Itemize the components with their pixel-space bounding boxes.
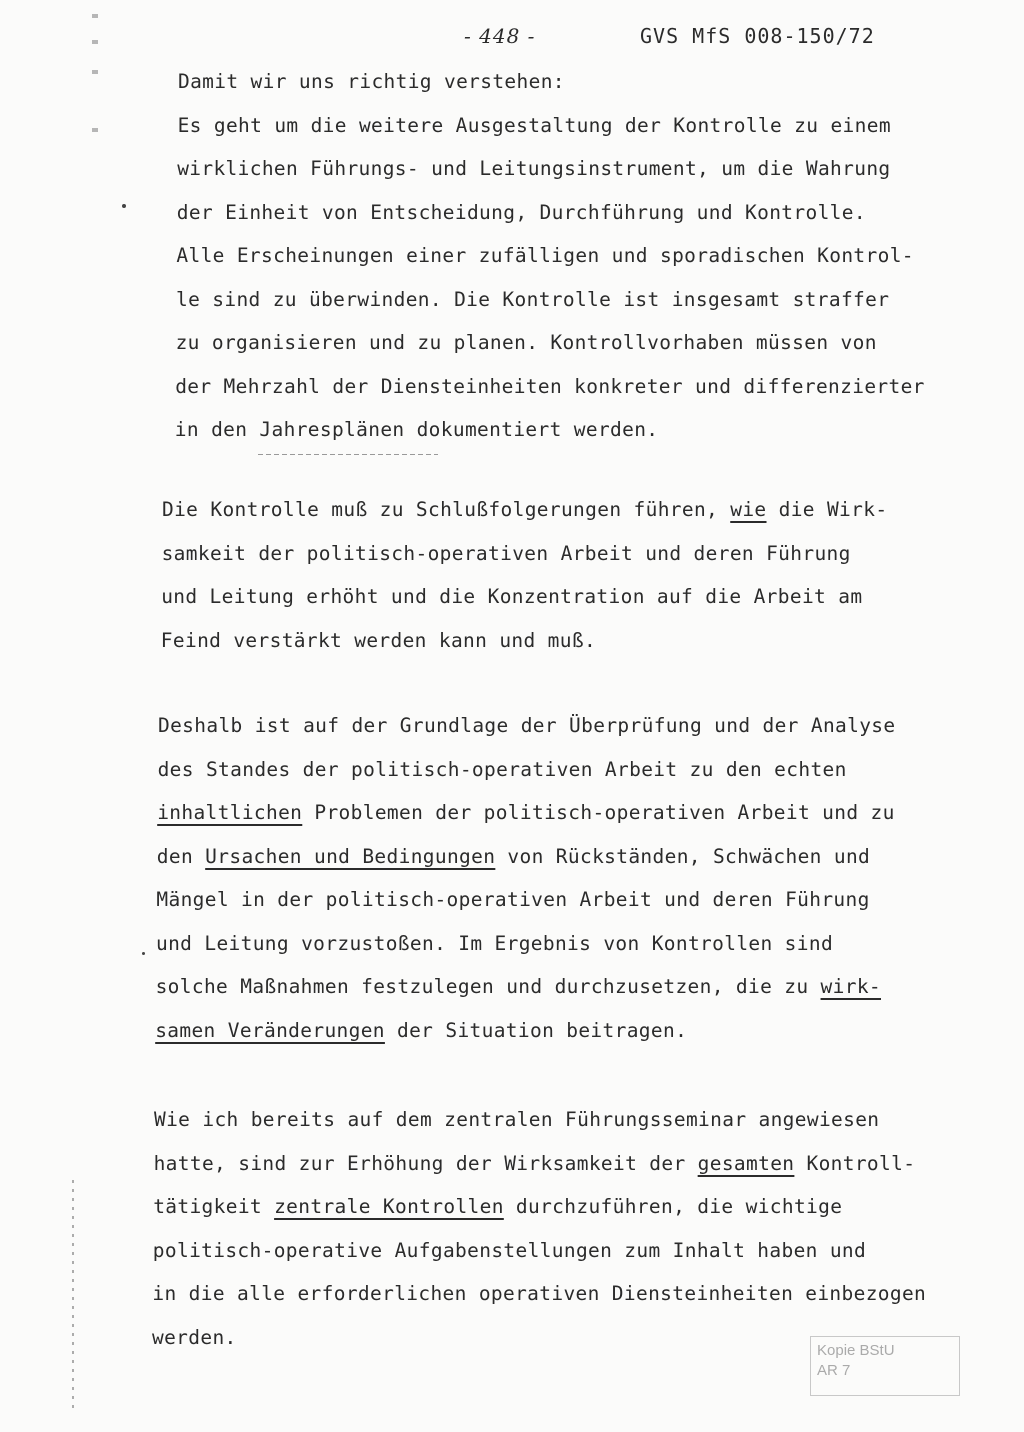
text-line <box>156 973 881 1001</box>
text-line: Alle Erscheinungen einer zufälligen und sporadischen Kontrol- <box>176 244 914 267</box>
text-line: Es geht um die weitere Ausgestaltung der Kontrolle zu einem <box>177 113 891 137</box>
text-line: zu organisieren und zu planen. Kontrollvorhaben müssen von <box>175 331 877 354</box>
text-span: den <box>156 844 206 868</box>
text-span: Kontroll- <box>794 1151 916 1175</box>
text-span: Problemen der politisch-operativen Arbeit und zu <box>302 801 895 824</box>
text-line <box>153 1193 842 1221</box>
text-line: und Leitung erhöht und die Konzentration auf die Arbeit am <box>161 585 863 608</box>
ink-speck <box>142 952 145 955</box>
text-line: wirklichen Führungs- und Leitungsinstrument, um die Wahrung <box>177 157 891 180</box>
underlined-phrase: zentrale Kontrollen <box>274 1195 504 1218</box>
underlined-phrase: Ursachen und Bedingungen <box>205 844 496 868</box>
margin-mark <box>92 128 98 132</box>
text-span: von Rückständen, Schwächen und <box>495 844 871 868</box>
text-line: der Mehrzahl der Diensteinheiten konkreter und differenzierter <box>175 374 925 398</box>
text-line: in die alle erforderlichen operativen Diensteinheiten einbezogen <box>152 1282 927 1305</box>
underlined-phrase: wie <box>730 498 767 521</box>
text-span: durchzuführen, die wichtige <box>503 1195 843 1218</box>
text-line: Wie ich bereits auf dem zentralen Führungsseminar angewiesen <box>154 1108 880 1131</box>
margin-perforation <box>72 1180 74 1410</box>
text-span: der Situation beitragen. <box>384 1018 688 1042</box>
text-line: der Einheit von Entscheidung, Durchführung und Kontrolle. <box>176 200 866 224</box>
margin-mark <box>92 70 98 74</box>
archive-stamp <box>810 1336 960 1396</box>
text-line: und Leitung vorzustoßen. Im Ergebnis von Kontrollen sind <box>156 931 834 955</box>
text-line: samkeit der politisch-operativen Arbeit und deren Führung <box>161 541 851 565</box>
page-header <box>460 18 930 54</box>
text-span: Die Kontrolle muß zu Schlußfolgerungen führen, <box>162 498 731 521</box>
text-line: Deshalb ist auf der Grundlage der Überprüfung und der Analyse <box>158 714 896 737</box>
underlined-phrase: inhaltlichen <box>157 801 303 824</box>
ink-speck <box>122 204 126 208</box>
text-line: le sind zu überwinden. Die Kontrolle ist insgesamt straffer <box>176 287 890 311</box>
underlined-phrase: gesamten <box>697 1151 795 1175</box>
text-line: in den Jahresplänen dokumentiert werden. <box>174 418 659 441</box>
text-span: hatte, sind zur Erhöhung der Wirksamkeit der <box>153 1151 698 1175</box>
text-line: politisch-operative Aufgabenstellungen zum Inhalt haben und <box>152 1238 867 1262</box>
document-reference: GVS MfS 008-150/72 <box>640 24 875 48</box>
stamp-line: Kopie BStU <box>817 1342 895 1359</box>
margin-mark <box>92 40 98 44</box>
margin-mark <box>92 14 98 18</box>
text-line: Damit wir uns richtig verstehen: <box>178 70 565 93</box>
dashed-rule <box>258 454 438 455</box>
underlined-phrase: wirk- <box>820 975 881 998</box>
text-span: tätigkeit <box>153 1195 275 1218</box>
text-line: werden. <box>152 1325 237 1349</box>
underlined-phrase: samen Veränderungen <box>155 1018 385 1042</box>
text-line <box>157 843 870 871</box>
text-line: des Standes der politisch-operativen Arbeit zu den echten <box>157 757 847 781</box>
page-number: - 448 - <box>464 24 536 48</box>
text-span: solche Maßnahmen festzulegen und durchzusetzen, die zu <box>155 975 821 998</box>
text-line <box>154 1150 916 1178</box>
text-line: Feind verstärkt werden kann und muß. <box>160 628 597 652</box>
text-line <box>155 1017 687 1045</box>
text-line <box>162 496 887 524</box>
text-line: Mängel in der politisch-operativen Arbeit und deren Führung <box>156 888 870 911</box>
text-span: die Wirk- <box>766 498 888 521</box>
text-line <box>157 799 895 827</box>
stamp-line: AR 7 <box>817 1362 851 1379</box>
